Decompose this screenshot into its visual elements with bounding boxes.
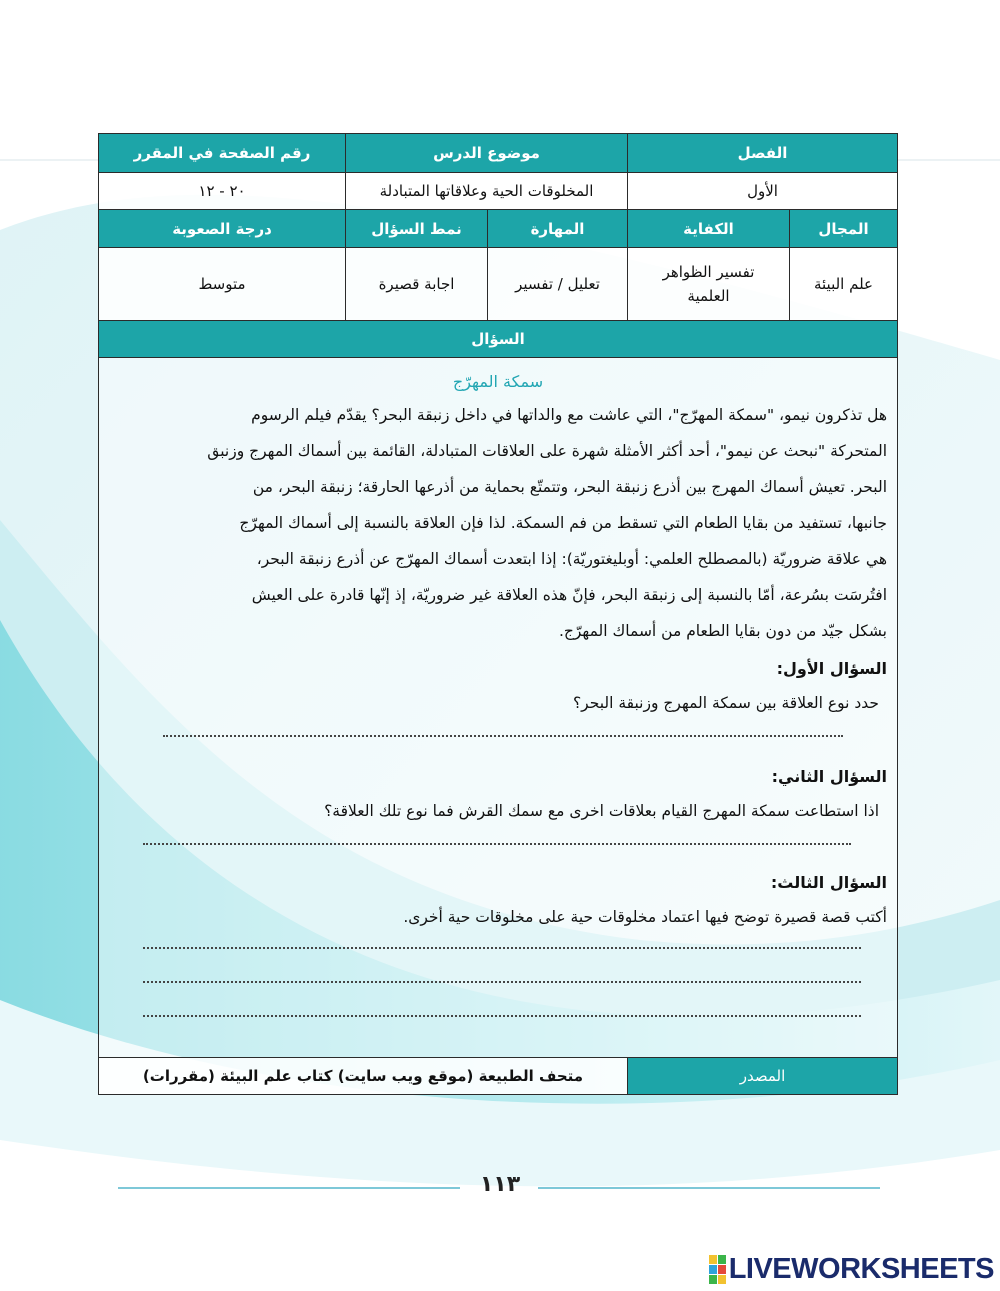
difficulty-label: درجة الصعوبة: [99, 210, 346, 248]
story-line: البحر. تعيش أسماك المهرج بين أذرع زنبقة البحر، وتتمتّع بحماية من أذرعها الحارقة؛ زنبقة البحر، من: [252, 478, 887, 496]
story-line: جانبها، تستفيد من بقايا الطعام التي تسقط من فم السمكة. لذا فإن العلاقة بالنسبة إلى أسماك المهرّج: [239, 514, 887, 532]
question-2-heading: السؤال الثاني:: [771, 767, 887, 786]
question-type-label: نمط السؤال: [346, 210, 488, 248]
question-type-value: اجابة قصيرة: [346, 248, 488, 321]
source-table: [98, 1057, 898, 1095]
competency-line-2: العلمية: [687, 287, 730, 305]
question-body: [99, 358, 898, 1058]
story-line: المتحركة "نبحث عن نيمو"، أحد أكثر الأمثلة شهرة على العلاقات المتبادلة، القائمة بين أسماك المهرج وزنبق: [207, 442, 887, 460]
chapter-value: الأول: [628, 173, 898, 210]
story-title: سمكة المهرّج: [452, 372, 544, 391]
footer-line-left: [118, 1187, 460, 1189]
domain-value: علم البيئة: [790, 248, 898, 321]
story-line: بشكل جيّد من دون بقايا الطعام من أسماك المهرّج.: [558, 622, 887, 640]
story-line: هي علاقة ضروريّة (بالمصطلح العلمي: أوبليغتوريّة): إذا ابتعدت أسماك المهرّج عن أذرع زنبقة البحر،: [256, 550, 887, 568]
page-label: رقم الصفحة في المقرر: [99, 134, 346, 173]
topic-label: موضوع الدرس: [346, 134, 628, 173]
source-value: متحف الطبيعة (موقع ويب سايت) كتاب علم البيئة (مقررات): [99, 1058, 628, 1095]
answer-2-line[interactable]: [143, 829, 851, 845]
question-section-label: السؤال: [99, 321, 898, 358]
logo-text: LIVEWORKSHEETS: [728, 1253, 994, 1285]
skill-value: تعليل / تفسير: [488, 248, 628, 321]
answer-3-line-2[interactable]: [143, 969, 861, 983]
page-number: ١١٣: [479, 1172, 521, 1197]
topic-value: المخلوقات الحية وعلاقاتها المتبادلة: [346, 173, 628, 210]
story-line: افتُرسَت بسُرعة، أمّا بالنسبة إلى زنبقة البحر، فإنّ هذه العلاقة غير ضروريّة، إذ إنّها قادرة على العيش: [251, 586, 887, 604]
worksheet: [99, 133, 898, 1095]
story-line: هل تذكرون نيمو، "سمكة المهرّج"، التي عاشت مع والداتها في داخل زنبقة البحر؟ يقدّم فيلم الرسوم: [251, 406, 887, 424]
question-1-heading: السؤال الأول:: [776, 659, 887, 678]
question-3-heading: السؤال الثالث:: [770, 873, 887, 892]
competency-label: الكفاية: [628, 210, 790, 248]
answer-3-line-1[interactable]: [143, 935, 861, 949]
answer-1-line[interactable]: [163, 721, 843, 737]
chapter-label: الفصل: [628, 134, 898, 173]
skill-label: المهارة: [488, 210, 628, 248]
logo-mark-icon: [709, 1255, 726, 1284]
source-label: المصدر: [628, 1058, 898, 1095]
domain-label: المجال: [790, 210, 898, 248]
page-footer: [0, 1170, 1000, 1200]
footer-line-right: [538, 1187, 880, 1189]
question-1-text: حدد نوع العلاقة بين سمكة المهرج وزنبقة البحر؟: [572, 694, 879, 712]
info-table: [98, 133, 898, 1058]
competency-line-1: تفسير الظواهر: [662, 263, 755, 281]
competency-value: [628, 248, 790, 321]
question-3-text: أكتب قصة قصيرة توضح فيها اعتماد مخلوقات حية على مخلوقات حية أخرى.: [403, 908, 887, 926]
liveworksheets-logo[interactable]: [709, 1253, 994, 1286]
page-value: ٢٠ - ١٢: [99, 173, 346, 210]
answer-3-line-3[interactable]: [143, 1003, 861, 1017]
question-2-text: اذا استطاعت سمكة المهرج القيام بعلاقات اخرى مع سمك القرش فما نوع تلك العلاقة؟: [324, 802, 879, 820]
difficulty-value: متوسط: [99, 248, 346, 321]
